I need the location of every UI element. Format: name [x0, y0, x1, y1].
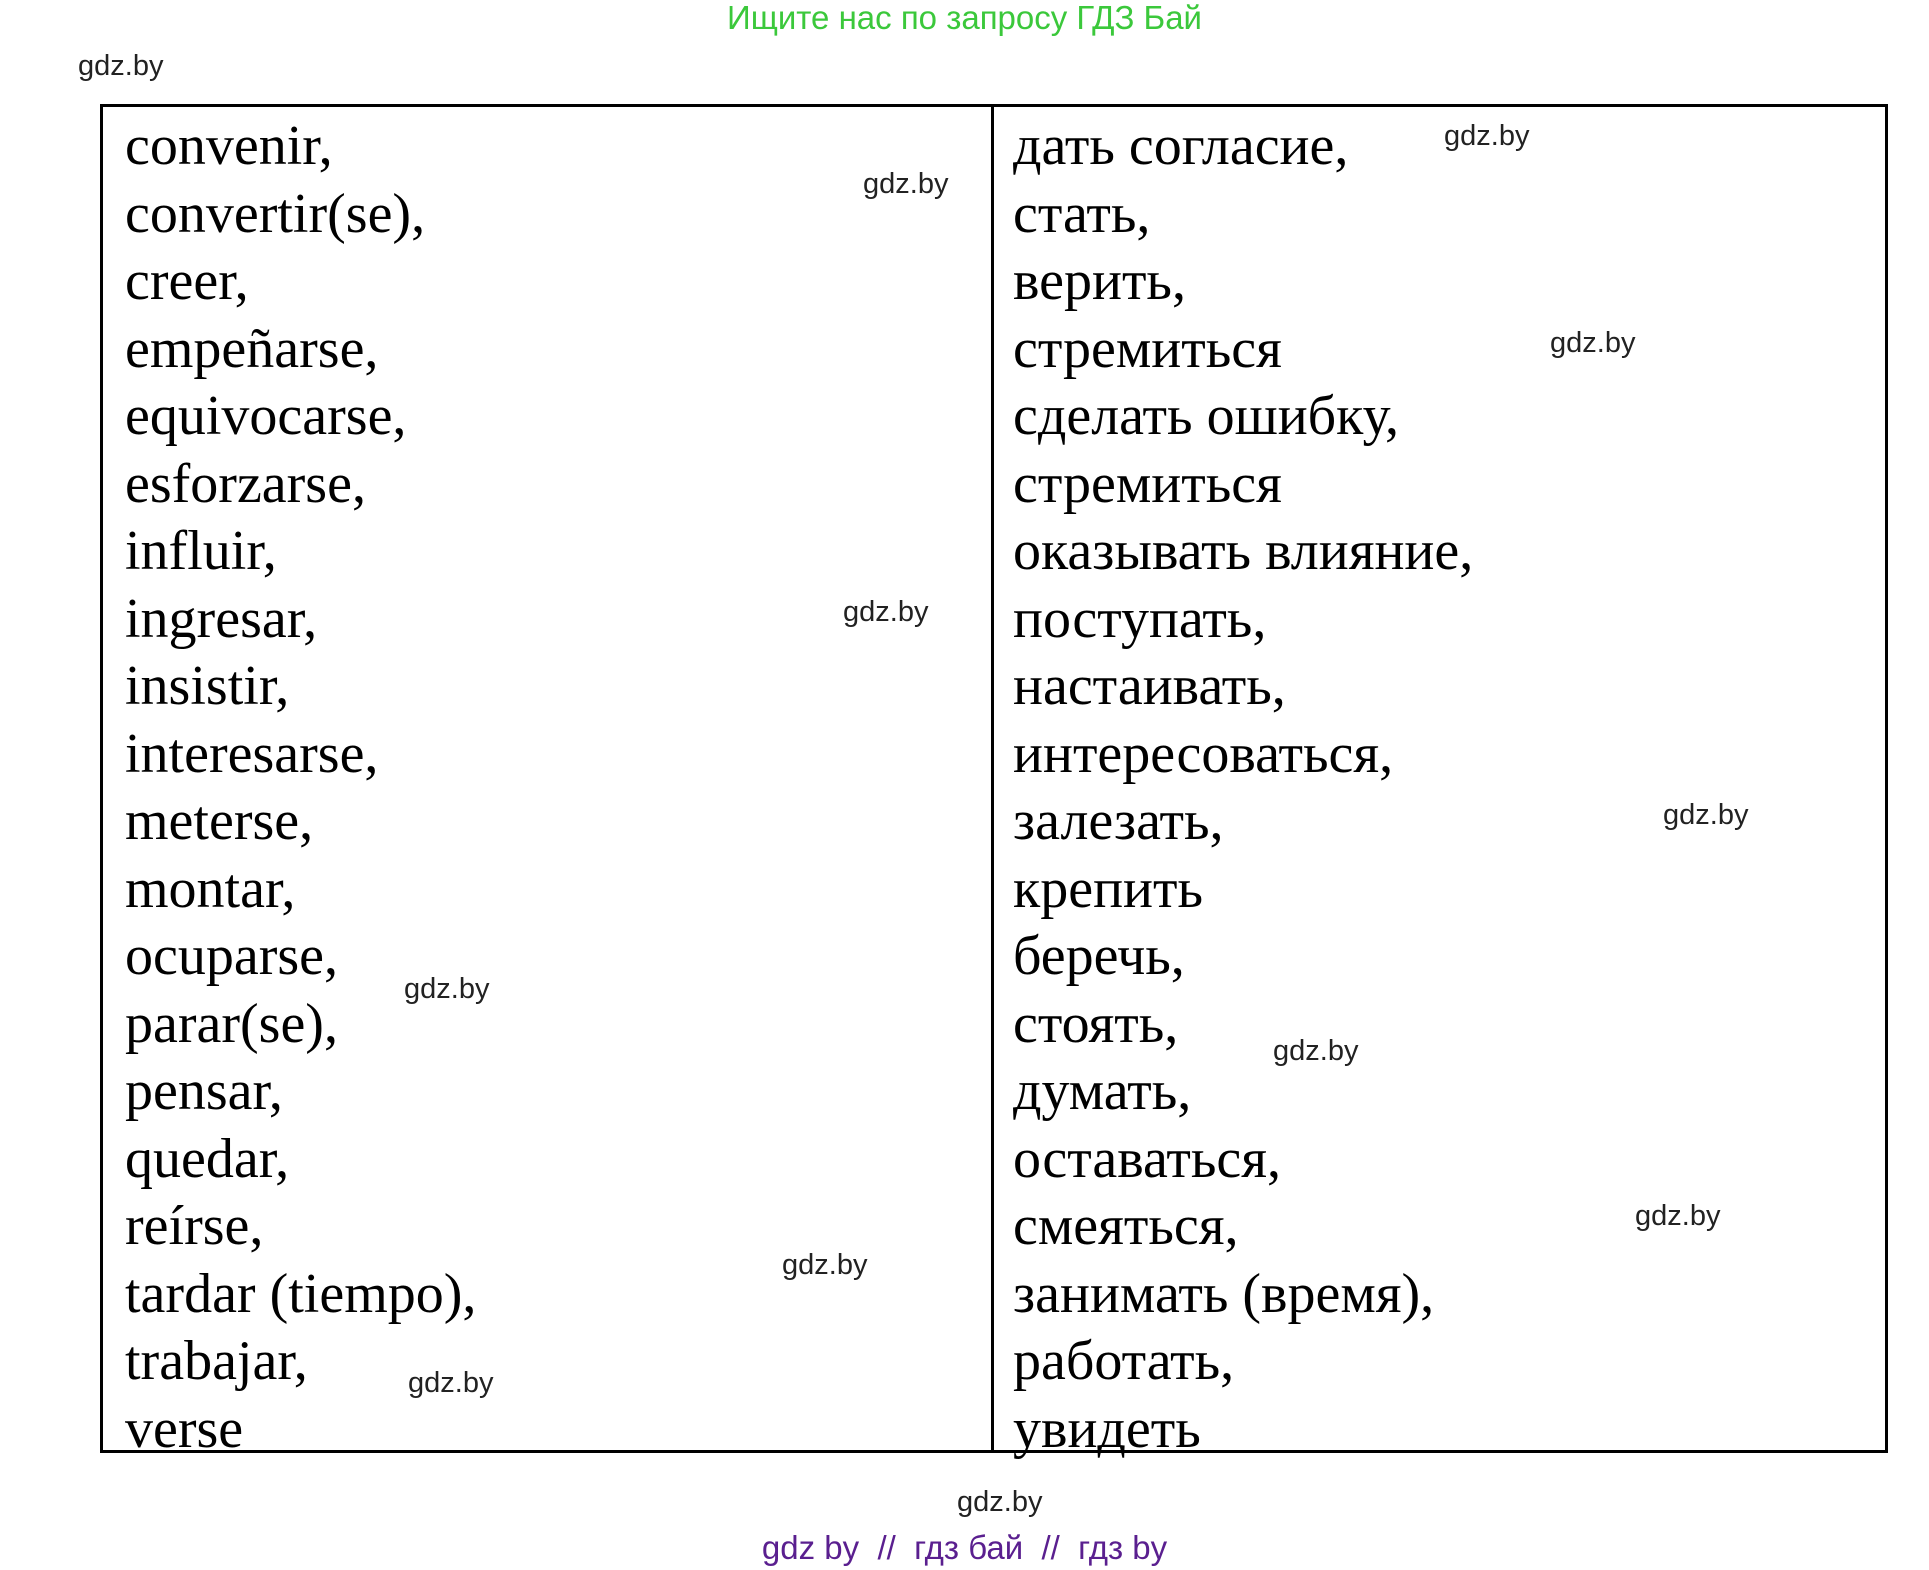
spanish-word: insistir,	[125, 655, 290, 717]
russian-translation: беречь,	[1013, 925, 1185, 987]
russian-translation: сделать ошибку,	[1013, 385, 1399, 447]
watermark: gdz.by	[782, 1249, 868, 1281]
spanish-word: equivocarse,	[125, 385, 407, 447]
russian-translation: оказывать влияние,	[1013, 520, 1474, 582]
spanish-word: convertir(se),	[125, 182, 426, 245]
russian-translation: дать согласие,	[1013, 115, 1349, 177]
top-banner: Ищите нас по запросу ГДЗ Бай	[727, 0, 1202, 36]
spanish-word: meterse,	[125, 790, 314, 852]
watermark: gdz.by	[843, 596, 929, 628]
spanish-word: trabajar,	[125, 1330, 308, 1392]
watermark: gdz.by	[404, 973, 490, 1005]
footer-links: gdz by // гдз бай // гдз by	[761, 1529, 1168, 1566]
spanish-word: quedar,	[125, 1127, 290, 1190]
russian-translation: занимать (время),	[1013, 1262, 1435, 1325]
russian-translation: крепить	[1013, 857, 1204, 920]
spanish-word: esforzarse,	[125, 452, 366, 515]
spanish-word: ocuparse,	[125, 925, 339, 987]
russian-translation: стоять,	[1013, 992, 1179, 1055]
spanish-word: influir,	[125, 520, 277, 582]
watermark: gdz.by	[408, 1367, 494, 1399]
russian-translation: верить,	[1013, 250, 1186, 312]
spanish-word: convenir,	[125, 115, 333, 177]
russian-translation: думать,	[1013, 1060, 1192, 1122]
column-divider	[991, 107, 994, 1450]
spanish-word: tardar (tiempo),	[125, 1262, 477, 1325]
russian-translation: стремиться	[1013, 452, 1282, 515]
russian-column	[1013, 113, 1473, 1463]
russian-translation: залезать,	[1013, 790, 1224, 852]
watermark: gdz.by	[1550, 327, 1636, 359]
russian-translation: стремиться	[1013, 317, 1282, 380]
russian-translation: интересоваться,	[1013, 722, 1394, 785]
spanish-word: pensar,	[125, 1060, 283, 1122]
russian-translation: стать,	[1013, 182, 1151, 245]
spanish-word: ingresar,	[125, 587, 318, 650]
watermark: gdz.by	[1273, 1035, 1359, 1067]
spanish-word: interesarse,	[125, 722, 379, 785]
watermark: gdz.by	[1663, 799, 1749, 831]
spanish-word: empeñarse,	[125, 317, 379, 380]
russian-translation: работать,	[1013, 1330, 1235, 1392]
spanish-word: creer,	[125, 250, 249, 312]
russian-translation: увидеть	[1013, 1397, 1201, 1460]
spanish-column	[125, 113, 476, 1463]
spanish-word: reírse,	[125, 1195, 264, 1257]
vocabulary-table	[100, 104, 1888, 1460]
watermark: gdz.by	[1635, 1200, 1721, 1232]
russian-translation: поступать,	[1013, 587, 1267, 650]
russian-translation: оставаться,	[1013, 1127, 1281, 1190]
russian-translation: смеяться,	[1013, 1195, 1239, 1257]
watermark: gdz.by	[1444, 120, 1530, 152]
spanish-word: verse	[125, 1397, 244, 1460]
watermark: gdz.by	[863, 168, 949, 200]
spanish-word: parar(se),	[125, 992, 338, 1055]
watermark: gdz.by	[957, 1486, 1043, 1518]
spanish-word: montar,	[125, 857, 296, 920]
watermark: gdz.by	[78, 50, 164, 82]
russian-translation: настаивать,	[1013, 655, 1286, 717]
